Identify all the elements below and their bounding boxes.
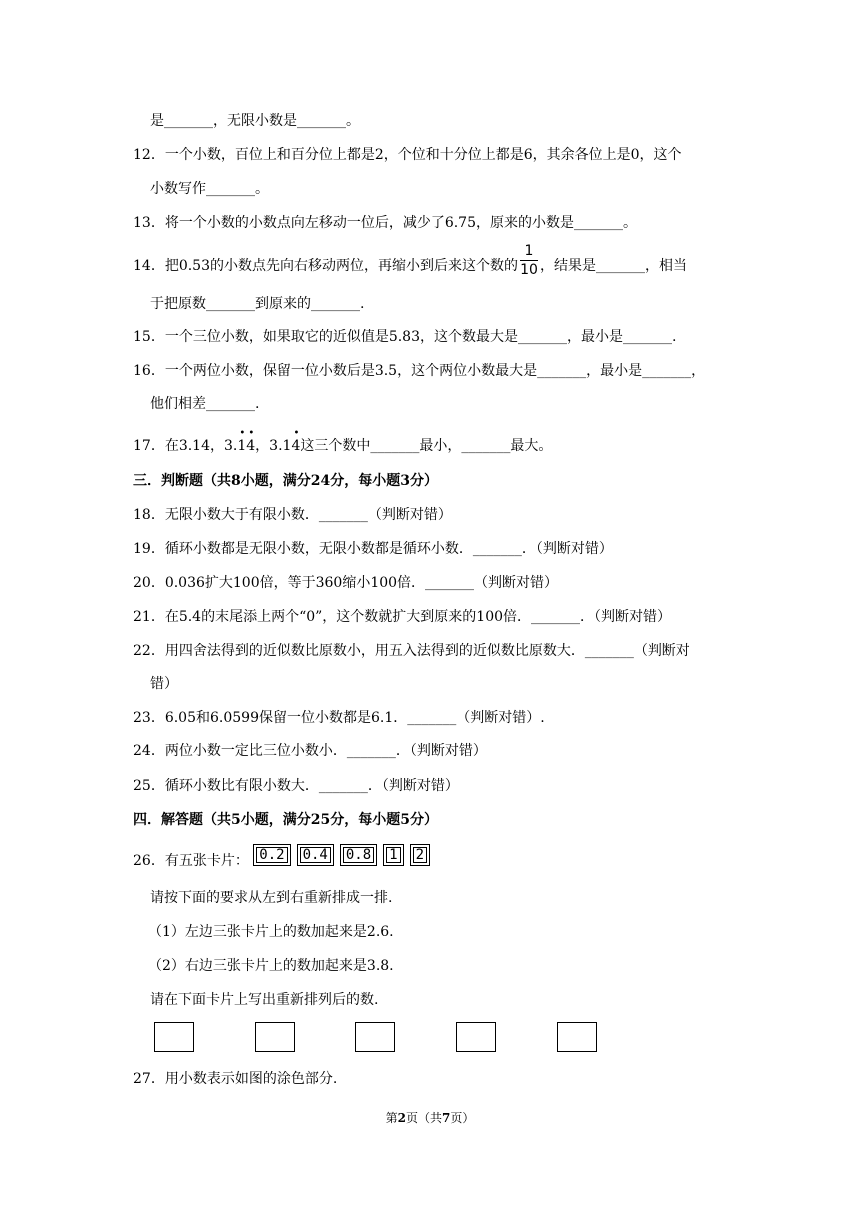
card-0-8: 0.8 <box>340 844 377 866</box>
question-16-line-1: 16．一个两位小数，保留一位小数后是3.5，这个两位小数最大是_______，最小是_______， <box>133 363 706 379</box>
q11-continuation: 是_______，无限小数是_______。 <box>150 113 360 129</box>
question-21: 21．在5.4的末尾添上两个“0”，这个数就扩大到原来的100倍．_______．（判断对错） <box>133 609 672 625</box>
footer-text: 页（共 <box>405 1111 442 1125</box>
answer-box[interactable] <box>355 1022 395 1052</box>
section-3-heading: 三．判断题（共8小题，满分24分，每小题3分） <box>133 473 438 489</box>
answer-box[interactable] <box>255 1022 295 1052</box>
repeat-dot-icon: • • <box>239 428 255 439</box>
question-16-line-2: 他们相差_______. <box>150 396 260 412</box>
number-cards <box>253 844 436 866</box>
question-17 <box>133 428 553 456</box>
section-4-heading: 四．解答题（共5小题，满分25分，每小题5分） <box>133 812 438 828</box>
question-22-line-2: 错） <box>150 676 178 692</box>
answer-box[interactable] <box>557 1022 597 1052</box>
repeating-decimal-14 <box>237 428 256 456</box>
question-24: 24．两位小数一定比三位小数小．_______．（判断对错） <box>133 743 487 759</box>
question-25: 25．循环小数比有限小数大．_______．（判断对错） <box>133 778 459 794</box>
question-26 <box>133 847 436 872</box>
q26-condition-1: （1）左边三张卡片上的数加起来是2.6. <box>148 924 394 940</box>
question-27: 27．用小数表示如图的涂色部分. <box>133 1071 338 1087</box>
q26-instruction: 请按下面的要求从左到右重新排成一排. <box>150 890 393 906</box>
fraction-bar <box>520 260 538 261</box>
total-pages: 7 <box>442 1111 451 1125</box>
repeating-digit: 4 <box>291 438 301 454</box>
q14-text-post: ，结果是_______，相当 <box>540 258 687 274</box>
repeating-digits: 14 <box>237 438 256 454</box>
q17-text-mid: ，3.1 <box>255 438 292 454</box>
question-18: 18．无限小数大于有限小数．_______（判断对错） <box>133 507 452 523</box>
page-footer <box>0 1109 860 1126</box>
page-number: 2 <box>397 1111 406 1125</box>
question-20: 20．0.036扩大100倍，等于360缩小100倍．_______（判断对错） <box>133 575 559 591</box>
q26-text: 26．有五张卡片： <box>133 853 249 869</box>
question-22-line-1: 22．用四舍法得到的近似数比原数小，用五入法得到的近似数比原数大．_______（判断对 <box>133 643 690 659</box>
question-13: 13．将一个小数的小数点向左移动一位后，减少了6.75，原来的小数是_______。 <box>133 215 637 231</box>
footer-text: 第 <box>385 1111 398 1125</box>
question-19: 19．循环小数都是无限小数，无限小数都是循环小数．_______．（判断对错） <box>133 541 613 557</box>
q14-text-pre: 14．把0.53的小数点先向右移动两位，再缩小到后来这个数的 <box>133 258 518 274</box>
fraction-numerator: 1 <box>524 243 534 259</box>
answer-box[interactable] <box>456 1022 496 1052</box>
card-1: 1 <box>383 844 403 866</box>
footer-text: 页） <box>450 1111 475 1125</box>
q26-condition-2: （2）右边三张卡片上的数加起来是3.8. <box>148 958 394 974</box>
question-12-line-1: 12．一个小数，百位上和百分位上都是2，个位和十分位上都是6，其余各位上是0，这个 <box>133 147 682 163</box>
answer-box[interactable] <box>154 1022 194 1052</box>
question-15: 15．一个三位小数，如果取它的近似值是5.83，这个数最大是_______，最小是_______. <box>133 329 677 345</box>
question-14-line-1 <box>133 243 687 283</box>
repeating-decimal-4 <box>291 428 301 456</box>
card-0-2: 0.2 <box>253 844 290 866</box>
fraction-denominator: 10 <box>520 262 538 278</box>
repeat-dot-icon: • <box>293 428 300 439</box>
one-tenth-fraction <box>520 243 538 277</box>
q17-text-post: 这三个数中_______最小，_______最大。 <box>300 438 553 454</box>
q26-write-instruction: 请在下面卡片上写出重新排列后的数. <box>150 992 379 1008</box>
q17-text-pre: 17．在3.14，3. <box>133 438 238 454</box>
question-23: 23．6.05和6.0599保留一位小数都是6.1．_______（判断对错）. <box>133 710 545 726</box>
card-2: 2 <box>410 844 430 866</box>
question-14-line-2: 于把原数_______到原来的_______. <box>150 296 365 312</box>
question-12-line-2: 小数写作_______。 <box>150 181 269 197</box>
card-0-4: 0.4 <box>297 844 334 866</box>
